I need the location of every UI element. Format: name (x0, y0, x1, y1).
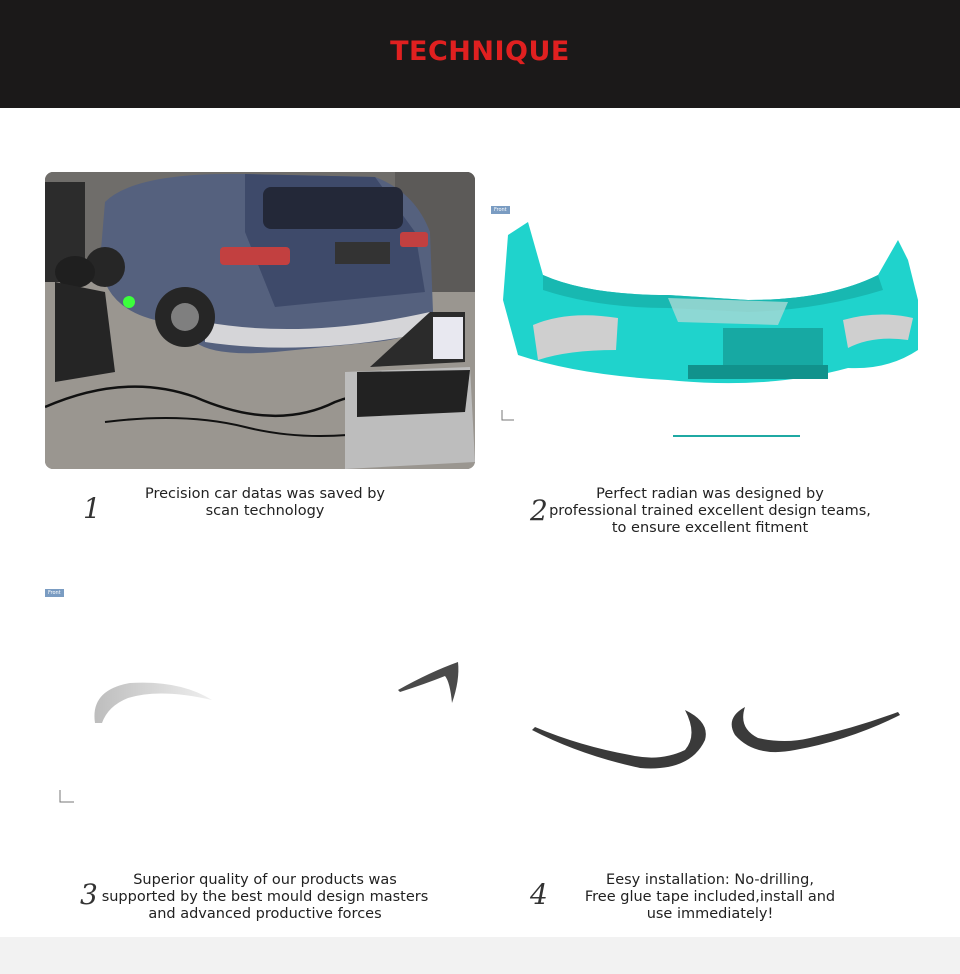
carbon-parts-photo (520, 690, 920, 790)
step-number-1: 1 (83, 492, 101, 525)
header-bar (0, 0, 960, 108)
step-number-2: 2 (530, 494, 548, 527)
step-4-line-2: Free glue tape included,install and (584, 889, 836, 905)
step-2-line-1: Perfect radian was designed by (596, 486, 824, 502)
page-title: TECHNIQUE (390, 36, 570, 67)
step-3-line-3: and advanced productive forces (148, 906, 382, 922)
step-number-4: 4 (530, 878, 548, 911)
step-1-line-2: scan technology (205, 503, 325, 519)
scan-mesh-render (488, 200, 928, 445)
step-caption-4 (565, 872, 855, 923)
step-2-line-2: professional trained excellent design teams, (549, 503, 871, 519)
scan-photo (45, 172, 475, 469)
step-number-3: 3 (80, 878, 98, 911)
scan-photo-illustration (45, 172, 475, 469)
carbon-parts-illustration (520, 690, 920, 790)
step-3-line-1: Superior quality of our products was (133, 872, 397, 888)
cad-view-label-2: Front (45, 589, 64, 597)
step-4-line-1: Eesy installation: No-drilling, (606, 872, 814, 888)
bumper-mesh-illustration (488, 200, 928, 445)
step-caption-1 (110, 486, 420, 520)
step-2-line-3: to ensure excellent fitment (611, 520, 809, 536)
mould-illustration (40, 580, 480, 820)
step-caption-3 (95, 872, 435, 923)
mould-cad-render (40, 580, 480, 820)
step-3-line-2: supported by the best mould design masters (101, 889, 429, 905)
step-1-line-1: Precision car datas was saved by (144, 486, 385, 502)
cad-view-label: Front (491, 206, 510, 214)
step-4-line-3: use immediately! (646, 906, 774, 922)
step-caption-2 (545, 486, 875, 537)
footer-band (0, 937, 960, 974)
